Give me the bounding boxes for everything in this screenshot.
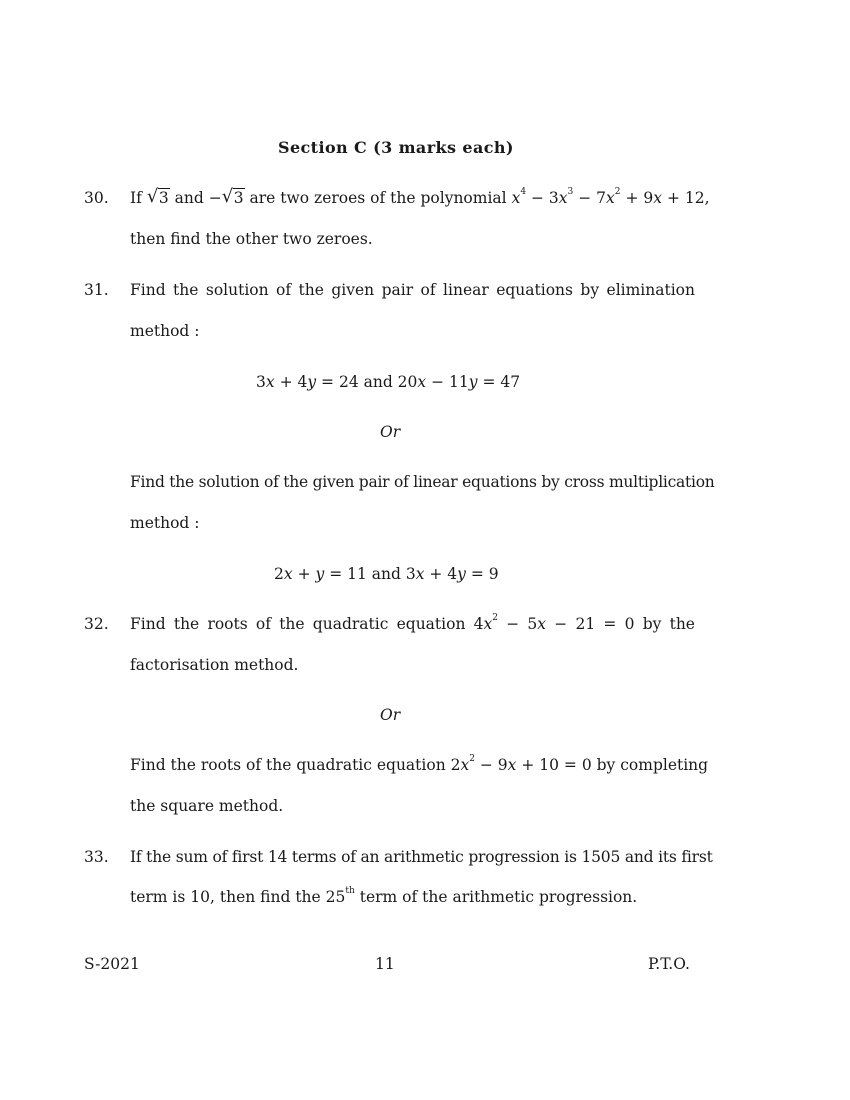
question-31-alt-line-1: Find the solution of the given pair of linear equations by cross multiplication: [130, 473, 715, 491]
question-number-30: 30.: [84, 189, 109, 207]
footer-exam-code: S-2021: [84, 955, 140, 973]
sqrt-3: √ 3: [146, 186, 169, 207]
q30-and: and: [174, 189, 204, 207]
question-33-line-2: term is 10, then find the 25th term of the arithmetic progression.: [130, 886, 638, 906]
or-label-32: Or: [380, 706, 401, 724]
or-label-31: Or: [380, 423, 401, 441]
question-30-line-2: then find the other two zeroes.: [130, 230, 373, 248]
question-32-line-1: Find the roots of the quadratic equation $4x^2 - 5x - 21 = 0$ by the: [130, 613, 695, 633]
question-33-line-1: If the sum of first 14 terms of an arithmetic progression is 1505 and its first: [130, 848, 713, 866]
question-31-alt-line-2: method :: [130, 514, 200, 532]
neg-sqrt-3: − √ 3: [208, 186, 244, 207]
equation-cross-multiplication: 2x + y = 11 and 3x + 4y = 9: [274, 565, 499, 583]
question-number-32: 32.: [84, 615, 109, 633]
section-heading: Section C (3 marks each): [278, 138, 514, 157]
question-31-line-1: Find the solution of the given pair of linear equations by elimination: [130, 281, 695, 299]
equation-elimination: 3x + 4y = 24 and 20x − 11y = 47: [256, 373, 521, 391]
question-number-33: 33.: [84, 848, 109, 866]
footer-pto: P.T.O.: [648, 955, 690, 973]
question-32-line-2: factorisation method.: [130, 656, 299, 674]
neg-sqrt-3-value: 3: [233, 189, 244, 207]
polynomial: $x^4 - 3x^3 - 7x^2 + 9x + 12$,: [511, 187, 710, 207]
neg-sign: −: [208, 189, 222, 207]
question-32-alt-line-1: Find the roots of the quadratic equation $2x^2 - 9x + 10 = 0$ by completing: [130, 754, 709, 774]
question-31-line-2: method :: [130, 322, 200, 340]
q30-if: If: [130, 189, 142, 207]
question-number-31: 31.: [84, 281, 109, 299]
sqrt-3-value: 3: [158, 189, 169, 207]
question-30-line-1: [130, 186, 710, 207]
question-32-alt-line-2: the square method.: [130, 797, 284, 815]
q30-text: are two zeroes of the polynomial: [249, 189, 507, 207]
footer-page-number: 11: [375, 955, 395, 973]
